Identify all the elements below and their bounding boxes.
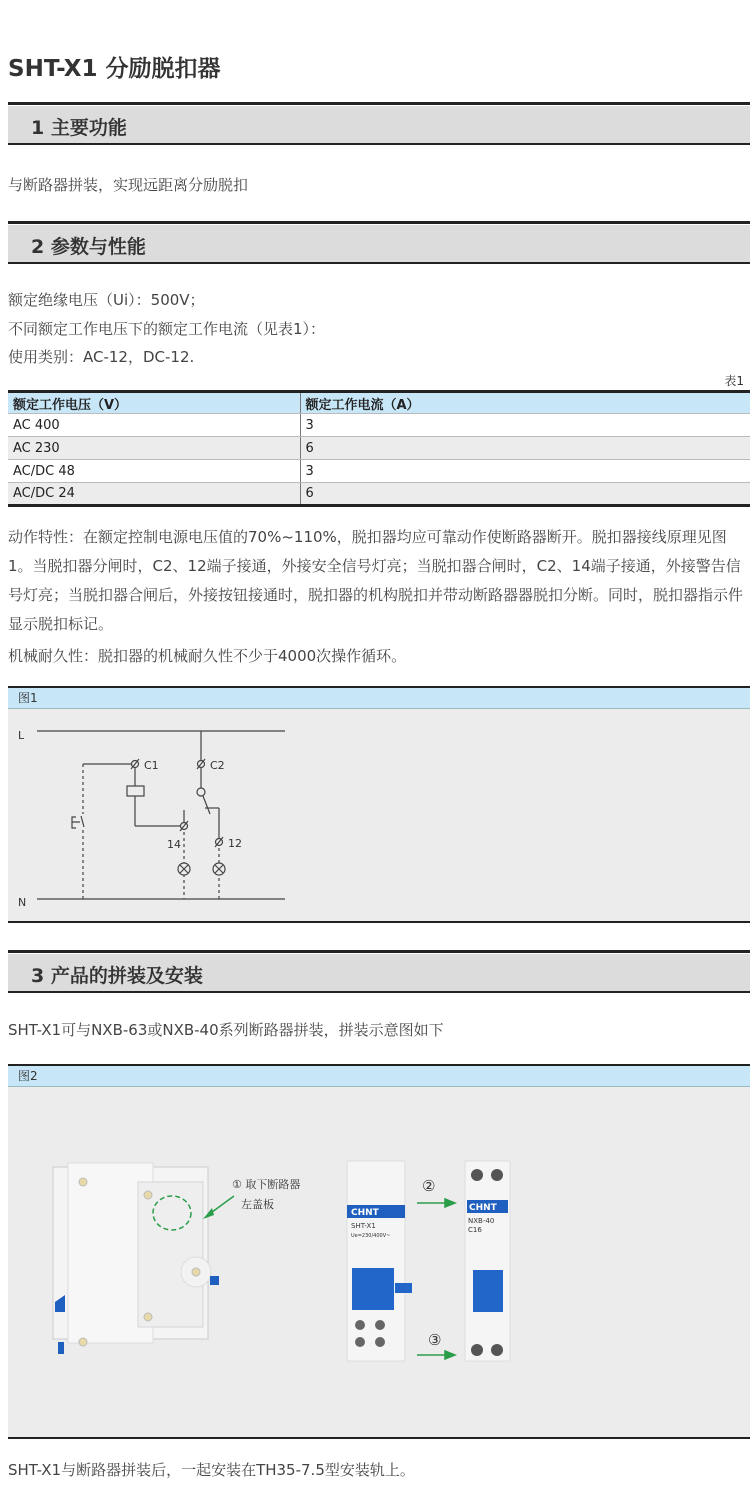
cell: 6 — [300, 437, 750, 460]
label-N: N — [18, 896, 27, 909]
step1-label: ① 取下断路器 — [232, 1178, 301, 1191]
header-cell: 额定工作电压（V） — [8, 392, 300, 414]
page-title: SHT-X1 分励脱扣器 — [8, 56, 221, 82]
label-c1: C1 — [144, 759, 159, 772]
cell: 3 — [300, 460, 750, 483]
rating-table — [8, 390, 750, 507]
figure-label: 图2 — [8, 1066, 750, 1087]
breaker-rating: C16 — [468, 1226, 482, 1234]
cell: 3 — [300, 414, 750, 437]
cell: 6 — [300, 483, 750, 506]
brand-logo: CHNT — [469, 1203, 497, 1213]
nxb-40-breaker — [465, 1161, 510, 1361]
cell: AC/DC 48 — [8, 460, 300, 483]
figure-2 — [8, 1064, 750, 1439]
table-caption: 表1 — [724, 374, 744, 388]
assembly-illustration — [0, 1087, 742, 1437]
section-heading: 2 参数与性能 — [31, 236, 146, 258]
breaker-model: NXB-40 — [468, 1217, 495, 1225]
step2-label: ② — [422, 1177, 436, 1195]
breaker-side-view — [53, 1163, 234, 1354]
sht-x1-module — [347, 1161, 412, 1361]
wiring-diagram — [0, 709, 742, 921]
module-rating: Ue=230/400V~ — [351, 1233, 391, 1239]
step3-label: ③ — [428, 1331, 442, 1349]
table-header-row — [8, 392, 750, 414]
installation-text: SHT-X1与断路器拼装后，一起安装在TH35-7.5型安装轨上。 — [8, 1461, 415, 1479]
header-cell: 额定工作电流（A） — [300, 392, 750, 414]
figure-label: 图1 — [8, 688, 750, 709]
section-header-3 — [8, 950, 750, 993]
label-12: 12 — [228, 837, 242, 850]
label-14: 14 — [167, 838, 181, 851]
cell: AC 230 — [8, 437, 300, 460]
operation-text: 动作特性：在额定控制电源电压值的70%~110%，脱扣器均应可靠动作使断路器断开。脱扣器接线原理见图1。当脱扣器分闸时，C2、12端子接通，外接安全信号灯亮；当脱扣器合闸时，C2、14端子接通，外接警告信号灯亮；当脱扣器合闸后，外接按钮接通时，脱扣器的机构脱扣并带动断路器器脱扣分断。同时，脱扣器指示件显示脱扣标记。 — [8, 528, 744, 633]
table-row — [8, 414, 750, 437]
step1-label-2: 左盖板 — [241, 1198, 274, 1211]
cell: AC/DC 24 — [8, 483, 300, 506]
durability-text: 机械耐久性：脱扣器的机械耐久性不少于4000次操作循环。 — [8, 647, 407, 665]
spec-line: 额定绝缘电压（Ui）：500V； — [8, 291, 205, 309]
section-heading: 1 主要功能 — [31, 117, 127, 139]
spec-line: 不同额定工作电压下的额定工作电流（见表1）： — [8, 320, 326, 338]
section-header-1 — [8, 102, 750, 145]
label-c2: C2 — [210, 759, 225, 772]
cell: AC 400 — [8, 414, 300, 437]
section-heading: 3 产品的拼装及安装 — [31, 965, 203, 987]
label-L: L — [18, 729, 25, 742]
brand-logo: CHNT — [351, 1208, 379, 1218]
assembly-text: SHT-X1可与NXB-63或NXB-40系列断路器拼装，拼装示意图如下 — [8, 1021, 444, 1039]
figure-1 — [8, 686, 750, 923]
spec-line: 使用类别：AC-12，DC-12. — [8, 348, 195, 366]
table-row — [8, 483, 750, 506]
module-model: SHT-X1 — [351, 1222, 376, 1230]
section-header-2 — [8, 221, 750, 264]
table-row — [8, 460, 750, 483]
table-row — [8, 437, 750, 460]
function-text: 与断路器拼装，实现远距离分励脱扣 — [8, 176, 249, 194]
